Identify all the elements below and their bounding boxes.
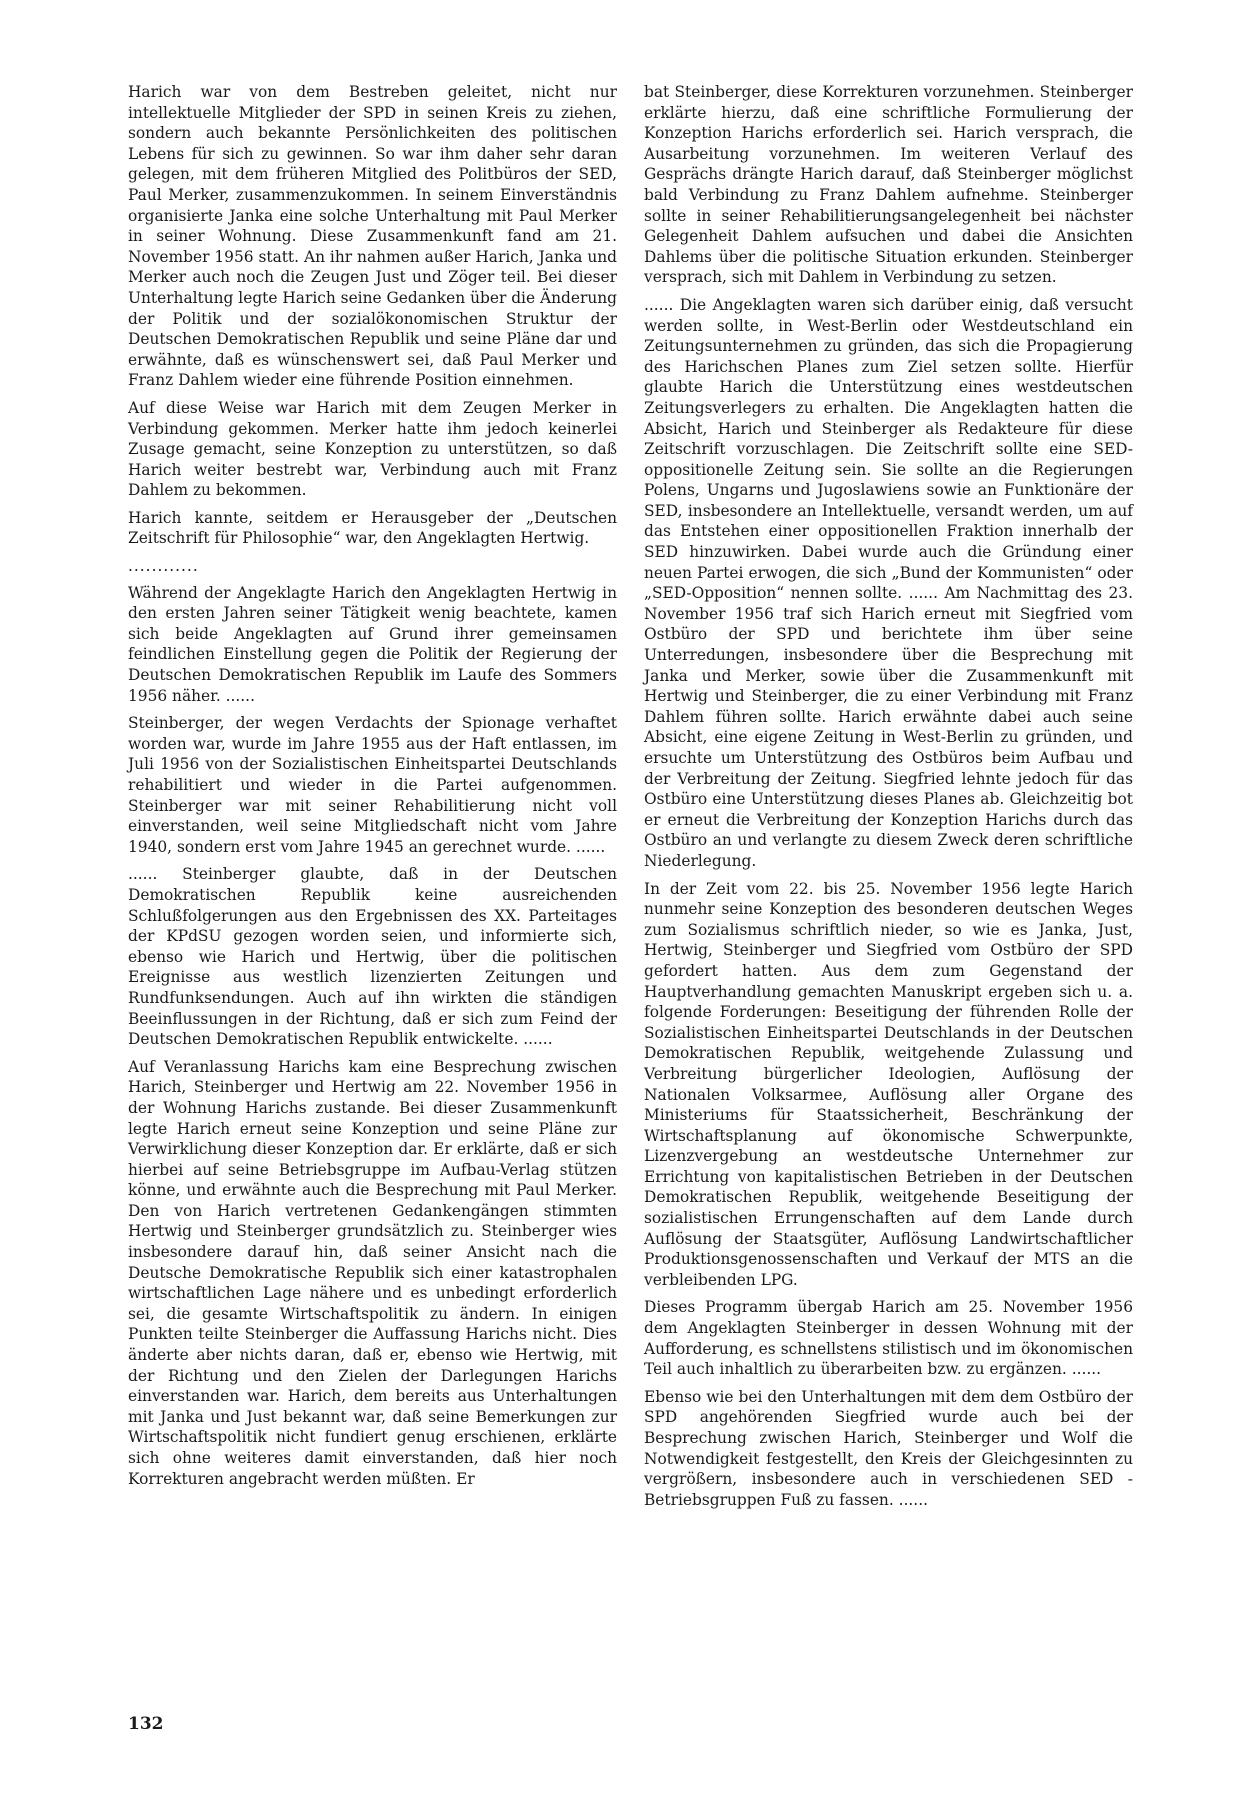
paragraph: In der Zeit vom 22. bis 25. November 1956 legte Harich nunmehr seine Konzeption des besonderen deutschen Weges zum Sozialismus schriftlich nieder, so wie es Janka, Just, Hertwig, Steinberger und Siegfried vom Ostbüro der SPD gefordert hatten. Aus dem zum Gegenstand der Hauptverhandlung gemachten Manuskript ergeben sich u. a. folgende Forderungen: Beseitigung der führenden Rolle der Sozialistischen Einheitspartei Deutschlands in der Deutschen Demokratischen Republik, weitgehende Zulassung und Verbreitung bürgerlicher Ideologien, Auflösung der Nationalen Volksarmee, Auflösung aller Organe des Ministeriums für Staatssicherheit, Beschränkung der Wirtschaftsplanung auf ökonomische Schwerpunkte, Lizenzvergebung an westdeutsche Unternehmer zur Errichtung von kapitalistischen Betrieben in der Deutschen Demokratischen Republik, weitgehende Beseitigung der sozialistischen Errungenschaften auf dem Lande durch Auflösung der Staatsgüter, Auflösung Landwirtschaftlicher Produktionsgenossenschaften und Verkauf der MTS an die verbleibenden LPG. [644,879,1133,1289]
paragraph: ...... Steinberger glaubte, daß in der Deutschen Demokratischen Republik keine ausreichenden Schlußfolgerungen aus den Ergebnissen des XX. Parteitages der KPdSU gezogen worden seien, und informierte sich, ebenso wie Harich und Hertwig, über die politischen Ereignisse aus westlich lizenzierten Zeitungen und Rundfunksendungen. Auch auf ihn wirkten die ständigen Beeinflussungen in der Richtung, daß er sich zum Feind der Deutschen Demokratischen Republik entwickelte. ...... [128,865,617,1049]
paragraph: Dieses Programm übergab Harich am 25. November 1956 dem Angeklagten Steinberger in dessen Wohnung mit der Aufforderung, es schnellstens stilistisch und im ökonomischen Teil auch inhaltlich zu überarbeiten bzw. zu ergänzen. ...... [644,1298,1133,1379]
paragraph: Harich kannte, seitdem er Herausgeber der „Deutschen Zeitschrift für Philosophie“ war, den Angeklagten Hertwig. [128,508,617,548]
page-number: 132 [128,1714,164,1734]
ellipsis-separator: ............ [128,557,199,576]
paragraph: Auf diese Weise war Harich mit dem Zeugen Merker in Verbindung gekommen. Merker hatte ihm jedoch keinerlei Zusage gemacht, seine Konzeption zu unterstützen, so daß Harich weiter bestrebt war, Verbindung auch mit Franz Dahlem zu bekommen. [128,398,617,500]
paragraph: Harich war von dem Bestreben geleitet, nicht nur intellektuelle Mitglieder der SPD in seinen Kreis zu ziehen, sondern auch bekannte Persönlichkeiten des politischen Lebens für sich zu gewinnen. So war ihm daher sehr daran gelegen, mit dem früheren Mitglied des Politbüros der SED, Paul Merker, zusammenzukommen. In seinem Einverständnis organisierte Janka eine solche Unterhaltung mit Paul Merker in seiner Wohnung. Diese Zusammenkunft fand am 21. November 1956 statt. An ihr nahmen außer Harich, Janka und Merker auch noch die Zeugen Just und Zöger teil. Bei dieser Unterhaltung legte Harich seine Gedanken über die Änderung der Politik und der sozialökonomischen Struktur der Deutschen Demokratischen Republik und seine Pläne dar und erwähnte, daß es wünschenswert sei, daß Paul Merker und Franz Dahlem wieder eine führende Position einnehmen. [128,83,618,390]
document-page [128,82,1133,1762]
paragraph: ...... Die Angeklagten waren sich darüber einig, daß versucht werden sollte, in West-Berlin oder Westdeutschland ein Zeitungsunternehmen zu gründen, das sich die Propagierung des Harichschen Planes zum Ziel setzen sollte. Hierfür glaubte Harich die Unterstützung eines westdeutschen Zeitungsverlegers zu erhalten. Die Angeklagten hatten die Absicht, Harich und Steinberger als Redakteure für diese Zeitschrift vorzuschlagen. Die Zeitschrift sollte eine SED-oppositionelle Zeitung sein. Sie sollte an die Regierungen Polens, Ungarns und Jugoslawiens sowie an Funktionäre der SED, insbesondere an Intellektuelle, versandt werden, um auf das Entstehen einer oppositionellen Fraktion innerhalb der SED hinzuwirken. Dabei wurde auch die Gründung einer neuen Partei erwogen, die sich „Bund der Kommunisten“ oder „SED-Opposition“ nennen sollte. ...... Am Nachmittag des 23. November 1956 traf sich Harich erneut mit Siegfried vom Ostbüro der SPD und berichtete ihm über seine Unterredungen, insbesondere über die Besprechung mit Janka und Merker, sowie über die Zusammenkunft mit Hertwig und Steinberger, die zu einer Verbindung mit Franz Dahlem führen sollte. Harich erwähnte dabei auch seine Absicht, eine eigene Zeitung in West-Berlin zu gründen, und ersuchte um Unterstützung des Ostbüros beim Aufbau und der Verbreitung der Zeitung. Siegfried lehnte jedoch für das Ostbüro eine Unterstützung dieses Planes ab. Gleichzeitig bot er erneut die Verbreitung der Konzeption Harichs durch das Ostbüro an und verlangte zu diesem Zweck deren schriftliche Niederlegung. [644,295,1133,870]
left-column [128,82,617,1496]
right-column [644,82,1133,1517]
paragraph: Auf Veranlassung Harichs kam eine Besprechung zwischen Harich, Steinberger und Hertwig am 22. November 1956 in der Wohnung Harichs zustande. Bei dieser Zusammenkunft legte Harich erneut seine Konzeption und seine Pläne zur Verwirklichung dieser Konzeption dar. Er erklärte, daß er sich hierbei auf seine Betriebsgruppe im Aufbau-Verlag stützen könne, und erwähnte auch die Besprechung mit Paul Merker. Den von Harich vertretenen Gedankengängen stimmten Hertwig und Steinberger grundsätzlich zu. Steinberger wies insbesondere darauf hin, daß seiner Ansicht nach die Deutsche Demokratische Republik sich einer katastrophalen wirtschaftlichen Lage nähere und es unbedingt erforderlich sei, die gesamte Wirtschaftspolitik zu ändern. In einigen Punkten teilte Steinberger die Auffassung Harichs nicht. Dies änderte aber nichts daran, daß er, ebenso wie Hertwig, mit der Richtung und den Zielen der Darlegungen Harichs einverstanden war. Harich, dem bereits aus Unterhaltungen mit Janka und Just bekannt war, daß seine Bemerkungen zur Wirtschaftspolitik nicht fundiert genug erschienen, erklärte sich ohne weiteres damit einverstanden, daß hier noch Korrekturen angebracht werden müßten. Er [128,1057,617,1488]
paragraph: bat Steinberger, diese Korrekturen vorzunehmen. Steinberger erklärte hierzu, daß eine schriftliche Formulierung der Konzeption Harichs erforderlich sei. Harich versprach, die Ausarbeitung vorzunehmen. Im weiteren Verlauf des Gesprächs drängte Harich darauf, daß Steinberger möglichst bald Verbindung zu Franz Dahlem aufnehme. Steinberger sollte in seiner Rehabilitierungsangelegenheit bei nächster Gelegenheit Dahlem aufsuchen und dabei die Ansichten Dahlems über die politische Situation erkunden. Steinberger versprach, sich mit Dahlem in Verbindung zu setzen. [644,83,1133,287]
paragraph: Steinberger, der wegen Verdachts der Spionage verhaftet worden war, wurde im Jahre 1955 aus der Haft entlassen, im Juli 1956 von der Sozialistischen Einheitspartei Deutschlands rehabilitiert und wieder in die Partei aufgenommen. Steinberger war mit seiner Rehabilitierung nicht voll einverstanden, weil seine Mitgliedschaft nicht vom Jahre 1940, sondern erst vom Jahre 1945 an gerechnet wurde. ...... [128,714,617,856]
paragraph: Ebenso wie bei den Unterhaltungen mit dem dem Ostbüro der SPD angehörenden Siegfried wurde auch bei der Besprechung zwischen Harich, Steinberger und Wolf die Notwendigkeit festgestellt, den Kreis der Gleichgesinnten zu vergrößern, insbesondere auch in verschiedenen SED - Betriebsgruppen Fuß zu fassen. ...... [644,1387,1133,1509]
paragraph: Während der Angeklagte Harich den Angeklagten Hertwig in den ersten Jahren seiner Tätigkeit wenig beachtete, kamen sich beide Angeklagten auf Grund ihrer gemeinsamen feindlichen Einstellung gegen die Politik der Regierung der Deutschen Demokratischen Republik im Laufe des Sommers 1956 näher. ...... [128,583,617,705]
